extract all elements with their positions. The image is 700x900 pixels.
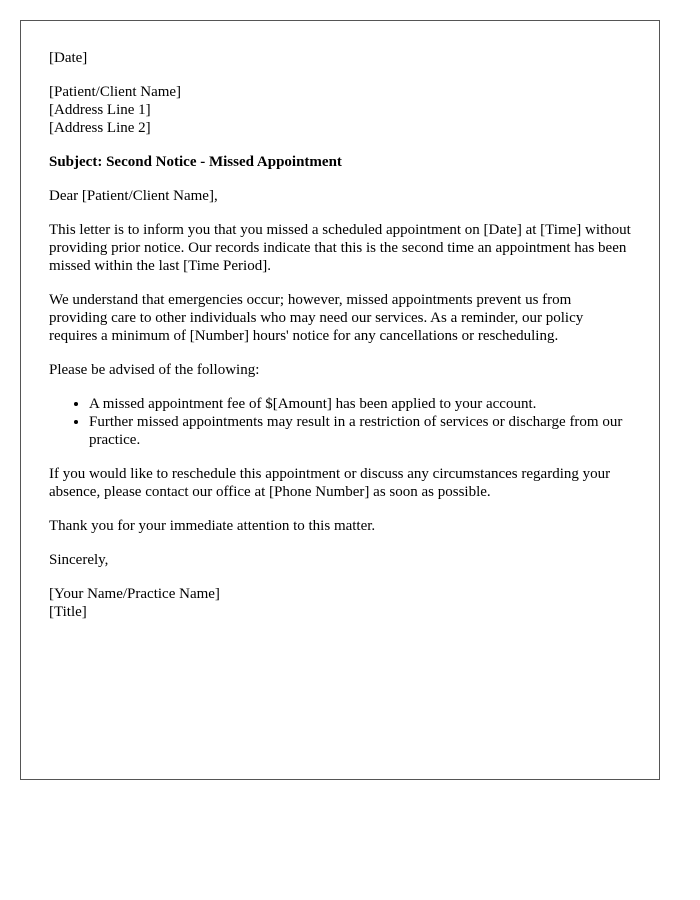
letter-page [20, 20, 660, 780]
list-intro: Please be advised of the following: [49, 362, 260, 378]
paragraph-thanks: Thank you for your immediate attention to this matter. [49, 518, 376, 534]
letter-date: [Date] [49, 50, 88, 66]
signature-title: [Title] [49, 604, 87, 620]
address-line-2: [Address Line 2] [49, 120, 151, 136]
letter-subject: Subject: Second Notice - Missed Appointment [49, 154, 342, 170]
closing: Sincerely, [49, 552, 109, 568]
paragraph-policy: We understand that emergencies occur; however, missed appointments prevent us from providing care to other individuals who may need our services. As a reminder, our policy requires a minimum of [Number] hours' notice for any cancellations or rescheduling. [49, 292, 584, 344]
list-item: • Further missed appointments may result in a restriction of services or discharge from our practice. [89, 413, 631, 449]
notice-list [49, 395, 631, 449]
salutation: Dear [Patient/Client Name], [49, 188, 218, 204]
signature-block [49, 585, 631, 621]
list-item: • A missed appointment fee of $[Amount] has been applied to your account. [89, 395, 631, 413]
recipient-address [49, 83, 631, 137]
paragraph-contact: If you would like to reschedule this appointment or discuss any circumstances regarding your absence, please contact our office at [Phone Number] as soon as possible. [49, 466, 611, 500]
paragraph-missed-appointment: This letter is to inform you that you missed a scheduled appointment on [Date] at [Time] without providing prior notice. Our records indicate that this is the second time an appointment has been missed within the last [Time Period]. [49, 222, 631, 274]
address-line-1: [Address Line 1] [49, 102, 151, 118]
signature-name: [Your Name/Practice Name] [49, 586, 220, 602]
recipient-name: [Patient/Client Name] [49, 84, 182, 100]
